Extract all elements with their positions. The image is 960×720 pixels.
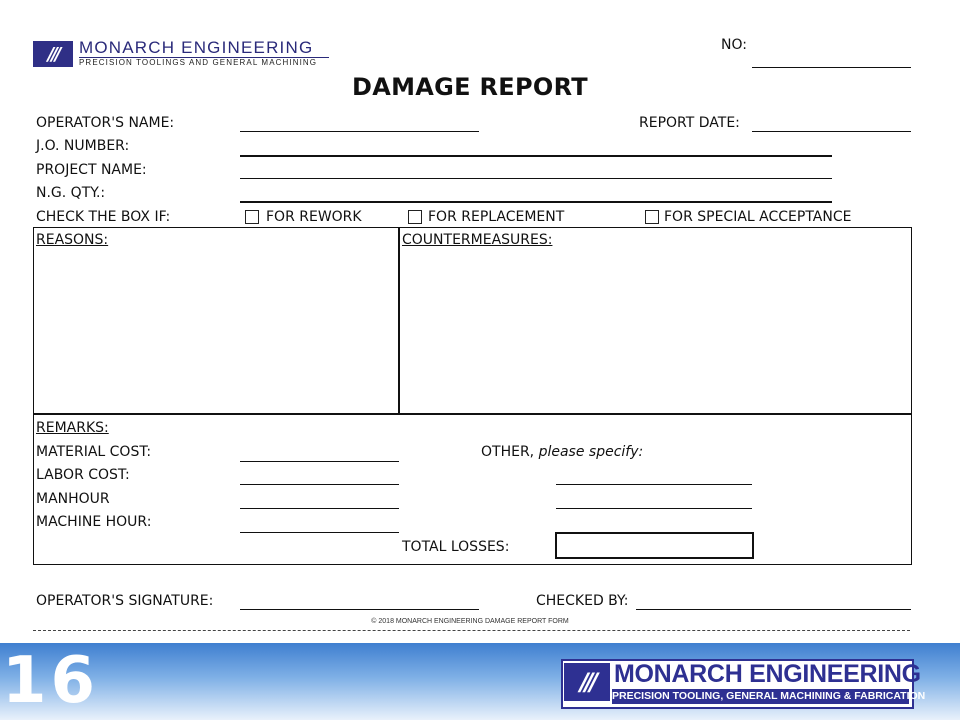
rework-option-label: FOR REWORK xyxy=(266,209,362,225)
project-name-field[interactable] xyxy=(240,178,832,179)
checked-by-field[interactable] xyxy=(636,609,911,610)
countermeasures-label: COUNTERMEASURES: xyxy=(402,232,553,248)
replacement-checkbox[interactable] xyxy=(408,210,422,224)
project-name-label: PROJECT NAME: xyxy=(36,162,147,178)
ng-qty-label: N.G. QTY.: xyxy=(36,185,106,201)
report-number-field[interactable] xyxy=(752,67,911,68)
labor-cost-label: LABOR COST: xyxy=(36,467,130,483)
check-box-label: CHECK THE BOX IF: xyxy=(36,209,171,225)
footer-logo-mark: /// xyxy=(564,663,610,701)
footer-divider xyxy=(33,630,910,631)
machine-hour-label: MACHINE HOUR: xyxy=(36,514,152,530)
manhour-label: MANHOUR xyxy=(36,491,110,507)
other-field-2[interactable] xyxy=(556,508,752,509)
total-losses-field[interactable] xyxy=(555,532,754,559)
company-tagline: PRECISION TOOLINGS AND GENERAL MACHINING xyxy=(79,58,318,67)
footer-company-name: MONARCH ENGINEERING xyxy=(614,660,921,688)
ng-qty-field[interactable] xyxy=(240,201,832,203)
company-logo-mark: /// xyxy=(33,41,73,67)
material-cost-field[interactable] xyxy=(240,461,399,462)
special-acceptance-checkbox[interactable] xyxy=(645,210,659,224)
page-title: DAMAGE REPORT xyxy=(352,73,588,101)
company-name: MONARCH ENGINEERING xyxy=(79,38,314,57)
countermeasures-box[interactable] xyxy=(398,227,912,415)
report-date-label: REPORT DATE: xyxy=(639,115,740,131)
operator-signature-field[interactable] xyxy=(240,609,479,610)
remarks-label: REMARKS: xyxy=(36,420,109,436)
rework-checkbox[interactable] xyxy=(245,210,259,224)
jo-number-label: J.O. NUMBER: xyxy=(36,138,130,154)
other-field-1[interactable] xyxy=(556,484,752,485)
jo-number-field[interactable] xyxy=(240,155,832,157)
report-number-label: NO: xyxy=(721,37,747,53)
manhour-field[interactable] xyxy=(240,508,399,509)
other-label: OTHER, please specify: xyxy=(481,444,644,460)
reasons-label: REASONS: xyxy=(36,232,109,248)
operator-name-field[interactable] xyxy=(240,131,479,132)
replacement-option-label: FOR REPLACEMENT xyxy=(428,209,565,225)
machine-hour-field[interactable] xyxy=(240,532,399,533)
operator-name-label: OPERATOR'S NAME: xyxy=(36,115,175,131)
page-number: 16 xyxy=(2,644,100,718)
material-cost-label: MATERIAL COST: xyxy=(36,444,152,460)
special-acceptance-option-label: FOR SPECIAL ACCEPTANCE xyxy=(664,209,852,225)
total-losses-label: TOTAL LOSSES: xyxy=(402,539,510,555)
checked-by-label: CHECKED BY: xyxy=(536,593,629,609)
labor-cost-field[interactable] xyxy=(240,484,399,485)
footer-company-tagline: PRECISION TOOLING, GENERAL MACHINING & FABRICATION xyxy=(612,690,926,702)
copyright-notice: © 2018 MONARCH ENGINEERING DAMAGE REPORT FORM xyxy=(371,618,569,625)
reasons-box[interactable] xyxy=(33,227,400,415)
operator-signature-label: OPERATOR'S SIGNATURE: xyxy=(36,593,214,609)
report-date-field[interactable] xyxy=(752,131,911,132)
